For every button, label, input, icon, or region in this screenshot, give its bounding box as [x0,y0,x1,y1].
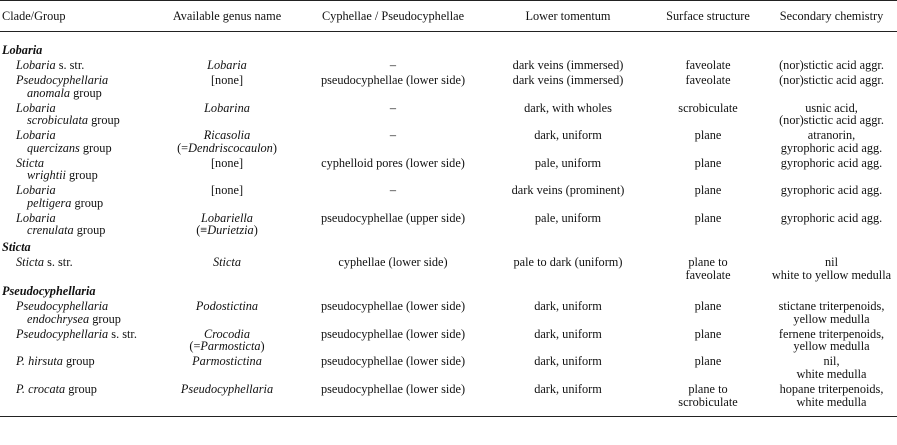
cell-cyphellae: pseudocyphellae (lower side) [320,326,466,341]
genus-name: [none] [210,72,244,87]
clade-line [2,328,137,341]
synonym-open: (= [177,140,189,155]
cell-chemistry [766,353,897,381]
clade-genus: Lobaria [16,210,56,225]
surface-line: plane [694,354,722,369]
genus-name: [none] [210,155,244,170]
genus-line [156,59,298,72]
cell-tomentum: pale, uniform [534,155,602,170]
table-row [0,353,897,381]
cell-genus [154,72,300,100]
synonym-close: ) [253,223,258,238]
cell-cyphellae: – [389,128,397,143]
cell-surface [650,381,766,417]
cell-genus [154,209,300,237]
cell-surface [650,353,766,381]
genus-line [156,256,298,269]
cell-chemistry [766,72,897,100]
cell-genus [154,381,300,417]
clade-genus: Lobaria [16,128,56,143]
clade-epithet-line [2,142,152,155]
clade-heading-row [0,32,897,57]
clade-genus: Sticta [16,255,45,270]
chemistry-line: (nor)stictic acid aggr. [779,57,884,72]
chemistry-line-2: white medulla [796,394,867,409]
surface-line: plane to [688,255,728,270]
surface-line: plane [694,183,722,198]
genus-name: Pseudocyphellaria [180,381,274,396]
chemistry-line: nil [825,255,838,270]
genus-synonym-line [156,142,298,155]
cell-tomentum: dark, uniform [534,354,602,369]
cell-cyphellae: – [389,100,397,115]
cell-cyphellae: pseudocyphellae (lower side) [320,354,466,369]
chemistry-line-2: (nor)stictic acid aggr. [779,113,884,128]
surface-line: faveolate [685,57,731,72]
synonym-open: (≡ [196,223,208,238]
cell-chemistry [766,298,897,326]
table-row [0,298,897,326]
surface-line: scrobiculate [678,100,738,115]
cell-genus [154,99,300,127]
surface-line-2: faveolate [685,267,731,282]
cell-surface [650,57,766,72]
cell-chemistry [766,182,897,210]
clade-heading: Sticta [2,240,31,255]
genus-synonym: Parmosticta [200,339,261,354]
header-surface: Surface structure [650,1,766,32]
clade-group-label: group [70,85,102,100]
clade-epithet: anomala [27,85,71,100]
cell-cyphellae: – [389,57,397,72]
genus-synonym: Dendriscocaulon [188,140,273,155]
chemistry-line: atranorin, [807,128,856,143]
cell-clade [0,298,154,326]
synonym-open: (= [189,339,201,354]
clade-group-label: group [88,113,120,128]
cell-chemistry [766,209,897,237]
cell-clade [0,127,154,155]
cell-genus [154,353,300,381]
clade-suffix: s. str. [108,326,137,341]
clade-epithet-line [2,224,152,237]
cell-chemistry [766,254,897,282]
cell-tomentum: dark, uniform [534,326,602,341]
clade-genus: Pseudocyphellaria [16,72,109,87]
table-row [0,154,897,182]
cell-cyphellae: – [389,183,397,198]
cell-genus [154,254,300,282]
surface-line-2: scrobiculate [678,394,738,409]
clade-line [2,383,97,396]
clade-line [2,355,95,368]
clade-epithet-line [2,87,152,100]
cell-surface [650,127,766,155]
clade-genus: Lobaria [16,57,56,72]
cell-surface [650,72,766,100]
clade-epithet: quercizans [27,140,80,155]
cell-chemistry [766,381,897,417]
cell-chemistry [766,154,897,182]
genus-line [156,355,298,368]
genus-line [156,74,298,87]
cell-clade [0,209,154,237]
clade-genus: Lobaria [16,183,56,198]
cell-genus [154,182,300,210]
chemistry-line-2: yellow medulla [793,311,870,326]
genus-line [156,383,298,396]
chemistry-line: hopane triterpenoids, [779,381,884,396]
cell-cyphellae: cyphellae (lower side) [338,255,448,270]
clade-epithet: peltigera [27,195,72,210]
chemistry-line-2: white medulla [796,366,867,381]
header-tomentum: Lower tomentum [486,1,650,32]
cell-clade [0,72,154,100]
cell-cyphellae: pseudocyphellae (lower side) [300,381,486,417]
table-row [0,72,897,100]
clade-epithet-line [2,169,152,182]
clade-epithet: endochrysea [27,311,90,326]
cell-chemistry [766,127,897,155]
genus-synonym-line [156,340,298,353]
cell-genus [154,298,300,326]
genus-line [156,184,298,197]
cell-clade [0,381,154,417]
clade-genus: P. crocata [16,381,66,396]
clade-group-label: group [65,168,98,183]
cell-tomentum: dark, uniform [486,381,650,417]
cell-genus [154,325,300,353]
cell-chemistry [766,57,897,72]
table-row [0,182,897,210]
genus-line [156,102,298,115]
header-chemistry: Secondary chemistry [766,1,897,32]
cell-surface [650,154,766,182]
table-row [0,127,897,155]
chemistry-line: gyrophoric acid agg. [780,155,883,170]
genus-name: Lobariella [201,210,253,225]
chemistry-line: usnic acid, [805,100,858,115]
clade-genus: P. hirsuta [16,354,63,369]
genus-synonym-line [156,224,298,237]
surface-line: plane to [688,381,728,396]
clade-epithet: wrightii [27,168,66,183]
cell-tomentum: pale, uniform [534,210,602,225]
header-cyphellae: Cyphellae / Pseudocyphellae [300,1,486,32]
table-row [0,99,897,127]
clade-epithet: crenulata [27,223,74,238]
clade-epithet-line [2,197,152,210]
synonym-close: ) [260,339,265,354]
clade-group-label: group [71,195,104,210]
chemistry-line: gyrophoric acid agg. [780,210,883,225]
cell-tomentum: dark, uniform [534,128,602,143]
cell-surface [650,254,766,282]
surface-line: plane [694,326,722,341]
cell-clade [0,254,154,282]
genus-line [156,157,298,170]
clade-line [2,59,84,72]
cell-clade [0,182,154,210]
clade-suffix: s. str. [44,255,73,270]
header-clade: Clade/Group [0,1,154,32]
cell-surface [650,325,766,353]
cell-clade [0,154,154,182]
genus-line [156,300,298,313]
synonym-close: ) [272,140,277,155]
cell-chemistry [766,99,897,127]
cell-tomentum: dark, uniform [534,299,602,314]
cell-chemistry [766,325,897,353]
cell-clade [0,57,154,72]
cell-tomentum: dark veins (prominent) [511,183,625,198]
table-row [0,254,897,282]
clade-suffix: group [65,381,97,396]
table-row [0,325,897,353]
cell-tomentum: dark veins (immersed) [512,72,624,87]
cell-cyphellae: pseudocyphellae (upper side) [320,210,466,225]
clade-heading: Lobaria [2,43,43,57]
cell-cyphellae: pseudocyphellae (lower side) [320,299,466,314]
header-genus: Available genus name [154,1,300,32]
cell-clade [0,325,154,353]
chemistry-line: nil, [823,354,840,369]
clade-line [2,256,73,269]
table-row [0,209,897,237]
clade-genus: Pseudocyphellaria [16,299,109,314]
surface-line: plane [694,299,722,314]
clade-suffix: group [62,354,95,369]
table-row [0,57,897,72]
genus-name: Crocodia [204,326,250,341]
cell-surface [650,99,766,127]
header-row [0,1,897,32]
clade-epithet: scrobiculata [27,113,89,128]
chemistry-line: stictane triterpenoids, [778,299,885,314]
chemistry-line-2: white to yellow medulla [771,267,892,282]
chemistry-line: fernene triterpenoids, [778,326,885,341]
cell-cyphellae: cyphelloid pores (lower side) [321,155,465,170]
cell-clade [0,99,154,127]
clade-heading: Pseudocyphellaria [2,284,96,299]
clade-heading-row [0,237,897,254]
chemistry-line: (nor)stictic acid aggr. [779,72,884,87]
cell-genus [154,57,300,72]
chemistry-line-2: yellow medulla [793,339,870,354]
surface-line: plane [694,128,722,143]
genus-name: Podostictina [195,299,259,314]
clade-heading-row [0,281,897,298]
table-body [0,32,897,417]
genus-name: [none] [210,183,244,198]
clade-genus: Lobaria [16,100,56,115]
cell-surface [650,298,766,326]
genus-name: Ricasolia [203,128,251,143]
clade-genus: Sticta [16,155,45,170]
chemistry-line: gyrophoric acid agg. [780,183,883,198]
clade-group-label: group [73,223,106,238]
clade-genus: Pseudocyphellaria [16,326,109,341]
surface-line: faveolate [685,72,731,87]
clade-group-label: group [89,311,121,326]
genus-name: Sticta [212,255,241,270]
clade-group-label: group [79,140,112,155]
surface-line: plane [694,155,722,170]
genus-name: Lobarina [204,100,250,115]
clade-epithet-line [2,114,152,127]
surface-line: plane [694,210,722,225]
cell-surface [650,209,766,237]
clade-suffix: s. str. [55,57,85,72]
genus-name: Parmostictina [192,354,262,369]
cell-cyphellae: pseudocyphellae (lower side) [320,72,466,87]
chemistry-line-2: gyrophoric acid agg. [780,140,883,155]
cell-tomentum: dark veins (immersed) [512,57,624,72]
cell-clade [0,353,154,381]
cell-tomentum: pale to dark (uniform) [513,255,623,270]
clade-epithet-line [2,313,152,326]
cell-tomentum: dark, with wholes [524,100,612,115]
genus-name: Lobaria [207,57,247,72]
cell-genus [154,154,300,182]
cell-genus [154,127,300,155]
genus-synonym: Durietzia [207,223,254,238]
cell-surface [650,182,766,210]
table-row [0,381,897,417]
